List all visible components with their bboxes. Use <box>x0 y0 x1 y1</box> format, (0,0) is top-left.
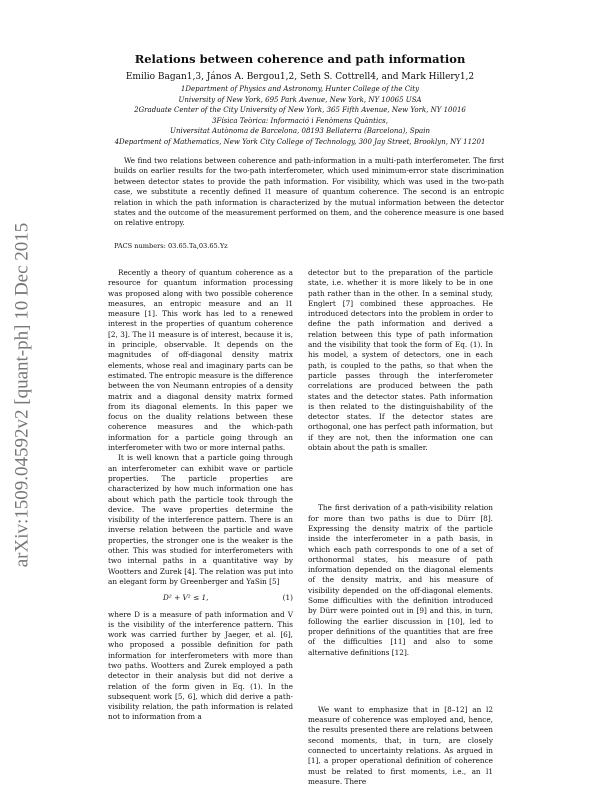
right-column <box>308 268 493 787</box>
affiliations <box>0 84 600 148</box>
arxiv-identifier <box>8 160 36 630</box>
left-column <box>108 268 293 723</box>
equation-number: (1) <box>282 593 293 603</box>
author-list: Emilio Bagan1,3, János A. Bergou1,2, Seth S. Cottrell4, and Mark Hillery1,2 <box>125 72 475 82</box>
affiliation-line: 4Department of Mathematics, New York City College of Technology, 300 Jay Street, Brooklyn, NY 11201 <box>114 137 486 146</box>
paragraph: where D is a measure of path information and V is the visibility of the interference pattern. This work was carried further by Jaeger, et al. [6], who proposed a possible definition for path information for interferometers with more than two paths. Wootters and Zurek employed a path detector in their analysis but did not derive a relation of the form given in Eq. (1). In the subsequent work [5, 6], which did derive a path-visibility relation, the path information is related not to information from a <box>108 609 293 722</box>
pacs-numbers: PACS numbers: 03.65.Ta,03.65.Yz <box>114 242 228 250</box>
paragraph: The first derivation of a path-visibility relation for more than two paths is due to Dürr [8]. Expressing the density matrix of the particle inside the interferometer in a path basis, in which each path corresponds to one of a set of orthonormal states, his measure of path information depended on the diagonal elements of the density matrix, and his measure of visibility depended on the off-diagonal elements. Some difficulties with the definition introduced by Dürr were pointed out in [9] and this, in turn, following the earlier discussion in [10], led to proper definitions of the quantities that are free of the difficulties [11] and also to some alternative definitions [12]. <box>308 503 493 657</box>
paragraph: We want to emphasize that in [8–12] an l2 measure of coherence was employed and, hence, the results presented there are relations between second moments, that, in turn, are closely connected to uncertainty relations. As argued in [1], a proper operational definition of coherence must be related to first moments, i.e., an l1 measure. There <box>308 704 493 786</box>
paragraph: detector but to the preparation of the particle state, i.e. whether it is more likely to be in one path rather than in the other. In a seminal study, Englert [7] combined these approaches. He introduced detectors into the problem in order to define the path information and derived a relation between this type of path information and the visibility that took the form of Eq. (1). In his model, a system of detectors, one in each path, is coupled to the paths, so that when the particle passes through the interferometer correlations are produced between the path states and the detector states. Path information is then related to the distinguishability of the detector states. If the detector states are orthogonal, one has perfect path information, but if they are not, then the information one can obtain about the path is smaller. <box>308 268 493 453</box>
paper-title: Relations between coherence and path information <box>134 52 466 66</box>
paragraph: Recently a theory of quantum coherence as a resource for quantum information processing was proposed along with two possible coherence measures, an entropic measure and an l1 measure [1]. This work has led to a renewed interest in the properties of quantum coherence [2, 3]. The l1 measure is of interest, because it is, in principle, observable. It depends on the magnitudes of off-diagonal density matrix elements, whose real and imaginary parts can be estimated. The entropic measure is the difference between the von Neumann entropies of a density matrix and a diagonal density matrix formed from its diagonal elements. In this paper we focus on the duality relations between these coherence measures and the which-path information for a particle going through an interferometer with two or more internal paths. <box>108 268 293 453</box>
paragraph: It is well known that a particle going through an interferometer can exhibit wave or particle properties. The particle properties are characterized by how much information one has about which path the particle took through the device. The wave properties determine the visibility of the interference pattern. There is an inverse relation between the particle and wave properties, the stronger one is the weaker is the other. This was studied for interferometers with two internal paths in a quantitative way by Wootters and Zurek [4]. The relation was put into an elegant form by Greenberger and YaSin [5] <box>108 453 293 586</box>
affiliation-line: 1Department of Physics and Astronomy, Hunter College of the City <box>180 85 420 93</box>
affiliation-line: 3Física Teòrica: Informació i Fenòmens Quàntics, <box>212 116 388 125</box>
equation-1 <box>108 593 293 603</box>
arxiv-id-text: arXiv:1509.04592v2 [quant-ph] 10 Dec 2015 <box>11 222 33 568</box>
abstract: We find two relations between coherence and path-information in a multi-path interferometer. The first builds on earlier results for the two-path interferometer, which used minimum-error state discrimination between detector states to provide the path information. For visibility, which was used in the two-path case, we substitute a recently defined l1 measure of quantum coherence. The second is an entropic relation in which the path information is characterized by the mutual information between the detector states and the outcome of the measurement performed on them, and the coherence measure is one based on relative entropy. <box>114 156 504 228</box>
affiliation-line: 2Graduate Center of the City University of New York, 365 Fifth Avenue, New York, NY 10016 <box>134 106 466 115</box>
affiliation-line: University of New York, 695 Park Avenue, New York, NY 10065 USA <box>178 95 422 104</box>
equation-formula: D² + V² ≤ 1, <box>163 593 209 603</box>
affiliation-line: Universitat Autònoma de Barcelona, 08193 Bellaterra (Barcelona), Spain <box>170 127 430 136</box>
